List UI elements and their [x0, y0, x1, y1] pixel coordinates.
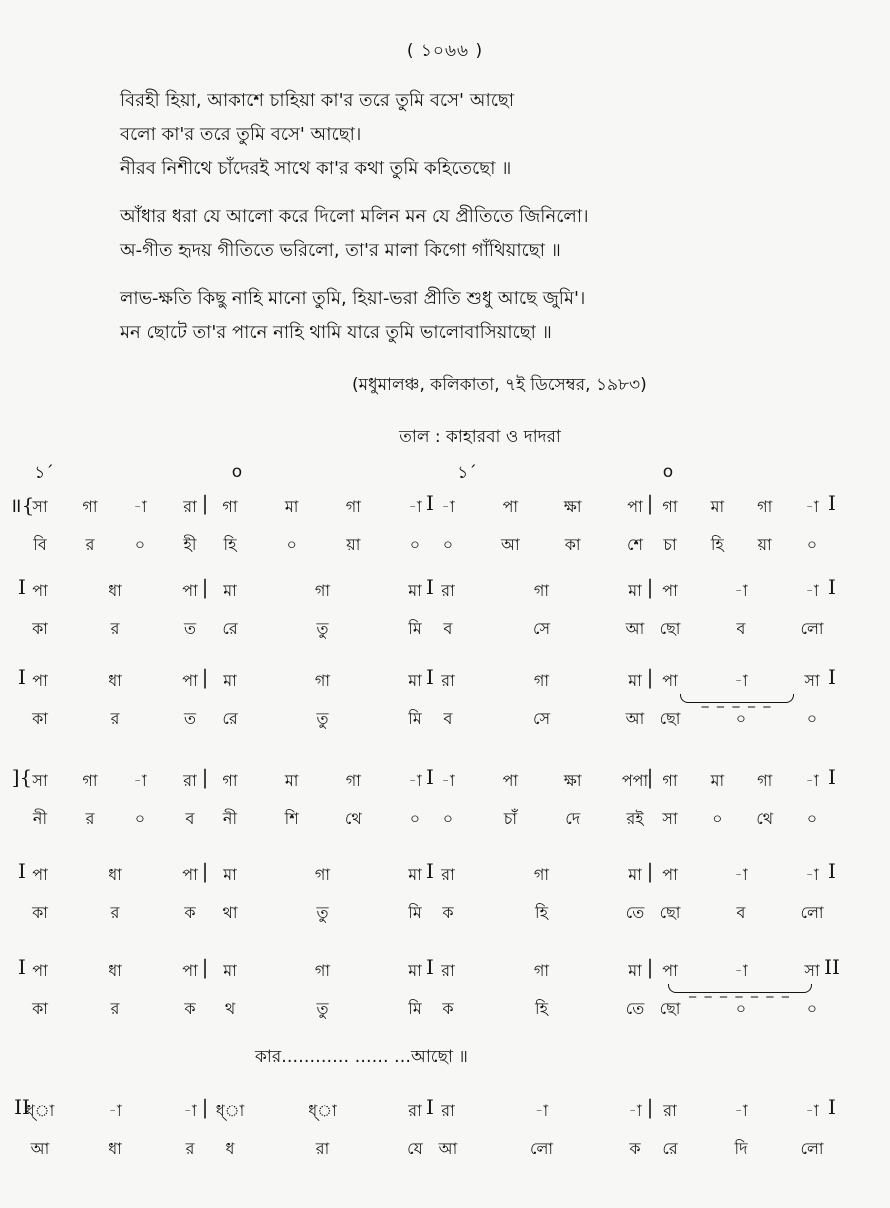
beat-mark: ১´ [34, 463, 54, 483]
bar-line: | [646, 955, 654, 979]
syllable: মি [408, 999, 422, 1018]
note: -া [805, 865, 819, 884]
syllable: হি [535, 903, 548, 922]
syllable: ব [443, 619, 453, 638]
syllable: ক [184, 999, 196, 1018]
bar-line: | [201, 665, 209, 689]
note: -া [133, 497, 147, 516]
bar-line: | [646, 859, 654, 883]
syllable: ০ [806, 709, 818, 728]
syllable: মি [408, 903, 422, 922]
bar-line-end: I [828, 575, 836, 599]
syllable: তে [625, 903, 645, 922]
syllable: আ [30, 1139, 50, 1158]
note: ধা [108, 865, 122, 884]
note: গা [533, 865, 550, 884]
note: রা [408, 1101, 422, 1120]
bar-line: | [646, 575, 654, 599]
note: মা [628, 671, 642, 690]
bar-line-end: I [828, 665, 836, 689]
note: পা [182, 671, 198, 690]
note: গা [314, 671, 331, 690]
note: মা [628, 865, 642, 884]
note: -া [805, 1101, 819, 1120]
note: গা [314, 581, 331, 600]
bar-line-start: I [18, 575, 26, 599]
syllable: র [110, 903, 120, 922]
note: গা [82, 771, 98, 790]
note: -া [734, 581, 748, 600]
note: -া [534, 1101, 549, 1120]
bar-line-start: ]{ [11, 765, 33, 789]
note: সা [32, 497, 48, 516]
syllable: শি [284, 809, 299, 828]
bar-line: | [646, 1095, 654, 1119]
lyric-line: মন ছোটে তা'র পানে নাহি থামি যারে তুমি ভালোবাসিয়াছো ॥ [120, 322, 552, 343]
syllable: ০ [806, 535, 818, 554]
syllable: কা [32, 903, 48, 922]
note: মা [408, 581, 422, 600]
note: ক্ষা [563, 497, 582, 516]
syllable: মি [408, 619, 422, 638]
note: মা [408, 961, 422, 980]
bar-line-start: II [14, 1095, 30, 1119]
syllable: সে [532, 619, 551, 638]
note: পা [662, 865, 678, 884]
note: পা [32, 671, 48, 690]
syllable: আ [625, 709, 645, 728]
note: -া [441, 771, 455, 790]
syllable: ধ [225, 1139, 235, 1158]
syllable: কা [32, 619, 48, 638]
note: ধ্া [308, 1101, 337, 1120]
note: পা [627, 497, 643, 516]
syllable: চা [663, 535, 677, 554]
bar-line: | [201, 859, 209, 883]
syllable: তু [316, 619, 329, 638]
bar-line: I [426, 575, 434, 599]
note: -া [734, 1101, 748, 1120]
note: পা [502, 497, 519, 516]
syllable: রে [222, 709, 238, 728]
page-number: ( ১০৬৬ ) [406, 41, 484, 61]
syllable: আ [625, 619, 645, 638]
note: গা [345, 497, 361, 516]
note: মা [223, 961, 237, 980]
note: ধা [108, 581, 122, 600]
bar-line-start: ॥{ [9, 493, 35, 517]
bar-line: I [426, 955, 434, 979]
note: গা [82, 497, 98, 516]
syllable: রে [222, 619, 238, 638]
syllable: র [110, 709, 120, 728]
note: -া [734, 865, 748, 884]
syllable: রা [315, 1139, 330, 1158]
syllable: ক [442, 903, 454, 922]
syllable: দি [734, 1139, 748, 1158]
syllable: র [85, 809, 95, 828]
syllable: ০ [735, 709, 747, 728]
note: গা [662, 771, 678, 790]
syllable: রই [626, 809, 644, 828]
bar-line: I [426, 665, 434, 689]
note: ধ্া [215, 1101, 245, 1120]
beat-mark: ১´ [457, 463, 477, 483]
note: সা [804, 961, 820, 980]
syllable: দে [565, 809, 581, 828]
syllable: হী [183, 535, 197, 554]
note: মা [223, 581, 237, 600]
syllable: সা [662, 809, 678, 828]
note: -া [734, 961, 748, 980]
syllable: কা [32, 709, 48, 728]
note: -া [441, 497, 455, 516]
note: -া [133, 771, 147, 790]
syllable: ধা [108, 1139, 122, 1158]
syllable: র [110, 999, 120, 1018]
syllable: সে [532, 709, 551, 728]
syllable: ক [629, 1139, 641, 1158]
note: রা [183, 771, 197, 790]
note: পপা [621, 771, 649, 790]
bar-line: | [201, 1095, 209, 1119]
note: পা [662, 581, 678, 600]
note: পা [502, 771, 519, 790]
slur-dashes: _ _ _ _ _ _ _ [689, 982, 791, 998]
syllable: থ [224, 999, 236, 1018]
syllable: নী [32, 809, 48, 828]
beat-mark: o [231, 462, 243, 482]
note: মা [628, 961, 642, 980]
syllable: ০ [409, 535, 421, 554]
syllable: আ [500, 535, 520, 554]
syllable: মি [408, 709, 422, 728]
syllable: হি [223, 535, 237, 554]
note: মা [223, 671, 237, 690]
syllable: ব [736, 903, 746, 922]
note: -া [734, 671, 748, 690]
note: সা [32, 771, 48, 790]
note: ধা [108, 961, 122, 980]
syllable: ত [183, 709, 197, 728]
syllable: হি [535, 999, 548, 1018]
note: গা [314, 865, 331, 884]
bar-line-start: I [18, 859, 26, 883]
bar-line: I [426, 765, 434, 789]
note: গা [662, 497, 678, 516]
refrain-note: কার………… …… …আছো ॥ [255, 1047, 468, 1067]
syllable: ব [736, 619, 746, 638]
note: সা [804, 671, 820, 690]
note: রা [441, 581, 455, 600]
note: মা [408, 865, 422, 884]
note: মা [628, 581, 642, 600]
lyric-line: অ-গীত হৃদয় গীতিতে ভরিলো, তা'র মালা কিগো গাঁথিয়াছো ॥ [120, 240, 561, 261]
note: পা [182, 581, 198, 600]
note: গা [533, 671, 550, 690]
note: গা [314, 961, 331, 980]
bar-line-end: I [828, 1095, 836, 1119]
note: -া [805, 771, 819, 790]
syllable: ছো [659, 619, 681, 638]
syllable: ত [183, 619, 197, 638]
syllable: ছো [659, 709, 681, 728]
beat-mark: o [662, 462, 674, 482]
syllable: লো [800, 1139, 824, 1158]
syllable: ছো [659, 903, 681, 922]
lyric-line: লাভ-ক্ষতি কিছু নাহি মানো তুমি, হিয়া-ভরা প্রীতি শুধু আছে জুমি'। [120, 288, 586, 309]
syllable: ব [185, 809, 195, 828]
note: -া [408, 771, 422, 790]
note: রা [663, 1101, 677, 1120]
note: গা [222, 771, 238, 790]
note: গা [533, 961, 550, 980]
syllable: ০ [409, 809, 421, 828]
syllable: লো [800, 903, 824, 922]
syllable: ০ [806, 999, 818, 1018]
syllable: তু [316, 709, 329, 728]
syllable: ০ [134, 809, 146, 828]
source-citation: (মধুমালঞ্চ, কলিকাতা, ৭ই ডিসেম্বর, ১৯৮৩) [352, 375, 647, 395]
note: পা [182, 865, 198, 884]
syllable: লো [800, 619, 824, 638]
lyric-line: আঁধার ধরা যে আলো করে দিলো মলিন মন যে প্রীতিতে জিনিলো। [120, 206, 589, 227]
bar-line-end: II [824, 955, 840, 979]
syllable: ০ [442, 535, 454, 554]
note: মা [223, 865, 237, 884]
syllable: হি [710, 535, 724, 554]
syllable: আ [438, 1139, 458, 1158]
bar-line-start: I [18, 665, 26, 689]
note: রা [441, 961, 455, 980]
note: গা [345, 771, 361, 790]
syllable: র [85, 535, 95, 554]
syllable: নী [222, 809, 238, 828]
note: মা [284, 497, 299, 516]
bar-line-end: I [828, 491, 836, 515]
syllable: ক [442, 999, 454, 1018]
note: -া [628, 1101, 642, 1120]
syllable: ০ [806, 809, 818, 828]
bar-line: | [646, 491, 654, 515]
note: -া [805, 497, 819, 516]
bar-line: | [201, 955, 209, 979]
bar-line: | [201, 491, 209, 515]
bar-line-end: I [828, 859, 836, 883]
note: মা [284, 771, 299, 790]
syllable: য়া [757, 535, 772, 554]
syllable: থা [222, 903, 238, 922]
syllable: যে [407, 1139, 423, 1158]
note: -া [108, 1101, 122, 1120]
note: রা [441, 865, 455, 884]
syllable: ক [184, 903, 196, 922]
slur-dashes: _ _ _ _ _ [701, 692, 773, 708]
syllable: লো [529, 1139, 554, 1158]
syllable: ০ [712, 809, 723, 828]
bar-line: | [646, 665, 654, 689]
note: রা [441, 1101, 455, 1120]
syllable: তে [625, 999, 645, 1018]
syllable: রে [662, 1139, 678, 1158]
bar-line: I [426, 859, 434, 883]
syllable: বি [33, 535, 47, 554]
syllable: থে [756, 809, 774, 828]
note: গা [757, 497, 773, 516]
bar-line: | [646, 765, 654, 789]
note: মা [408, 671, 422, 690]
syllable: থে [344, 809, 362, 828]
note: রা [441, 671, 455, 690]
note: পা [662, 961, 678, 980]
note: পা [662, 671, 678, 690]
bar-line: I [426, 491, 434, 515]
syllable: চাঁ [503, 809, 517, 828]
tala-heading: তাল : কাহারবা ও দাদরা [399, 427, 561, 447]
syllable: ০ [286, 535, 297, 554]
syllable: কা [32, 999, 48, 1018]
lyric-line: বিরহী হিয়া, আকাশে চাহিয়া কা'র তরে তুমি বসে' আছো [120, 90, 515, 111]
note: পা [32, 581, 48, 600]
note: গা [533, 581, 550, 600]
bar-line: I [426, 1095, 434, 1119]
note: -া [408, 497, 422, 516]
lyric-line: নীরব নিশীথে চাঁদেরই সাথে কা'র কথা তুমি কহিতেছো ॥ [120, 158, 512, 179]
note: -া [183, 1101, 197, 1120]
note: রা [183, 497, 197, 516]
note: ধ্া [25, 1101, 55, 1120]
syllable: শে [627, 535, 643, 554]
bar-line: | [201, 765, 209, 789]
syllable: র [185, 1139, 195, 1158]
syllable: তু [316, 999, 329, 1018]
syllable: ব [443, 709, 453, 728]
note: -া [805, 581, 819, 600]
note: ধা [108, 671, 122, 690]
syllable: ০ [735, 999, 747, 1018]
syllable: তু [316, 903, 329, 922]
bar-line-end: I [828, 765, 836, 789]
syllable: ০ [442, 809, 454, 828]
note: পা [32, 865, 48, 884]
note: মা [710, 497, 725, 516]
syllable: য়া [346, 535, 361, 554]
syllable: ছো [659, 999, 681, 1018]
note: গা [222, 497, 238, 516]
note: পা [182, 961, 198, 980]
bar-line-start: I [18, 955, 26, 979]
lyric-line: বলো কা'র তরে তুমি বসে' আছো। [120, 124, 362, 145]
note: মা [710, 771, 725, 790]
bar-line: | [201, 575, 209, 599]
syllable: র [110, 619, 120, 638]
note: পা [32, 961, 48, 980]
note: গা [757, 771, 773, 790]
syllable: ০ [134, 535, 146, 554]
syllable: কা [564, 535, 581, 554]
note: ক্ষা [563, 771, 582, 790]
